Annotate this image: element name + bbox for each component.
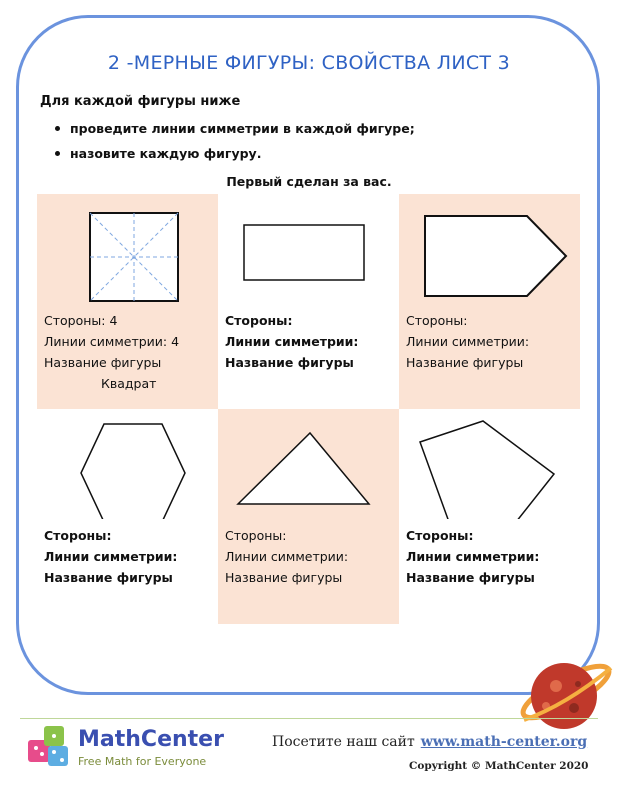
sides-label: Стороны: 4 (44, 313, 118, 328)
dice-logo-icon (24, 724, 74, 772)
shape-name-answer: Квадрат (101, 376, 157, 391)
shape-properties (44, 525, 177, 588)
shape-properties (44, 310, 179, 394)
shape-properties (406, 525, 539, 588)
shape-name-label: Название фигуры (44, 570, 173, 585)
shape-properties (225, 525, 348, 588)
symmetry-label: Линии симметрии: (225, 334, 359, 349)
shape-cell-triangle (218, 409, 399, 624)
shape-properties (406, 310, 529, 373)
hexagon-icon (37, 409, 218, 519)
pentagon-arrow-icon (399, 194, 580, 304)
intro-text: Для каждой фигуры ниже (40, 94, 241, 109)
sides-label: Стороны: (406, 528, 474, 543)
pentagon-icon (399, 409, 580, 519)
shape-cell-rectangle (218, 194, 399, 409)
instruction-item: проведите линии симметрии в каждой фигуре; (40, 118, 415, 143)
shape-cell-pentagon-arrow (399, 194, 580, 409)
symmetry-label: Линии симметрии: 4 (44, 334, 180, 349)
instruction-item: назовите каждую фигуру. (40, 143, 415, 168)
shape-name-label: Название фигуры (225, 570, 343, 585)
visit-label: Посетите наш сайт (272, 734, 415, 750)
sides-label: Стороны: (225, 528, 287, 543)
shape-name-label: Название фигуры (406, 355, 524, 370)
instruction-list (40, 118, 415, 168)
example-note: Первый сделан за вас. (226, 174, 392, 189)
website-link[interactable]: www.math-center.org (420, 734, 588, 750)
shape-properties (225, 310, 358, 373)
shape-cell-pentagon (399, 409, 580, 624)
shape-cell-square (37, 194, 218, 409)
visit-text (272, 734, 587, 750)
square-icon (37, 194, 218, 304)
symmetry-label: Линии симметрии: (44, 549, 178, 564)
page-title: 2 -МЕРНЫЕ ФИГУРЫ: СВОЙСТВА ЛИСТ 3 (107, 52, 511, 74)
symmetry-label: Линии симметрии: (225, 549, 349, 564)
brand-name: MathCenter (78, 727, 224, 752)
sides-label: Стороны: (406, 313, 468, 328)
sides-label: Стороны: (225, 313, 293, 328)
symmetry-label: Линии симметрии: (406, 549, 540, 564)
footer-divider (20, 718, 598, 719)
planet-icon (516, 650, 616, 740)
rectangle-icon (218, 194, 399, 304)
copyright-text: Copyright © MathCenter 2020 (409, 760, 589, 772)
shape-cell-hexagon (37, 409, 218, 624)
sides-label: Стороны: (44, 528, 112, 543)
shape-name-label: Название фигуры (406, 570, 535, 585)
shape-name-label: Название фигуры (225, 355, 354, 370)
shape-name-label: Название фигуры (44, 355, 162, 370)
brand-slogan: Free Math for Everyone (78, 755, 207, 768)
triangle-icon (218, 409, 399, 519)
symmetry-label: Линии симметрии: (406, 334, 530, 349)
